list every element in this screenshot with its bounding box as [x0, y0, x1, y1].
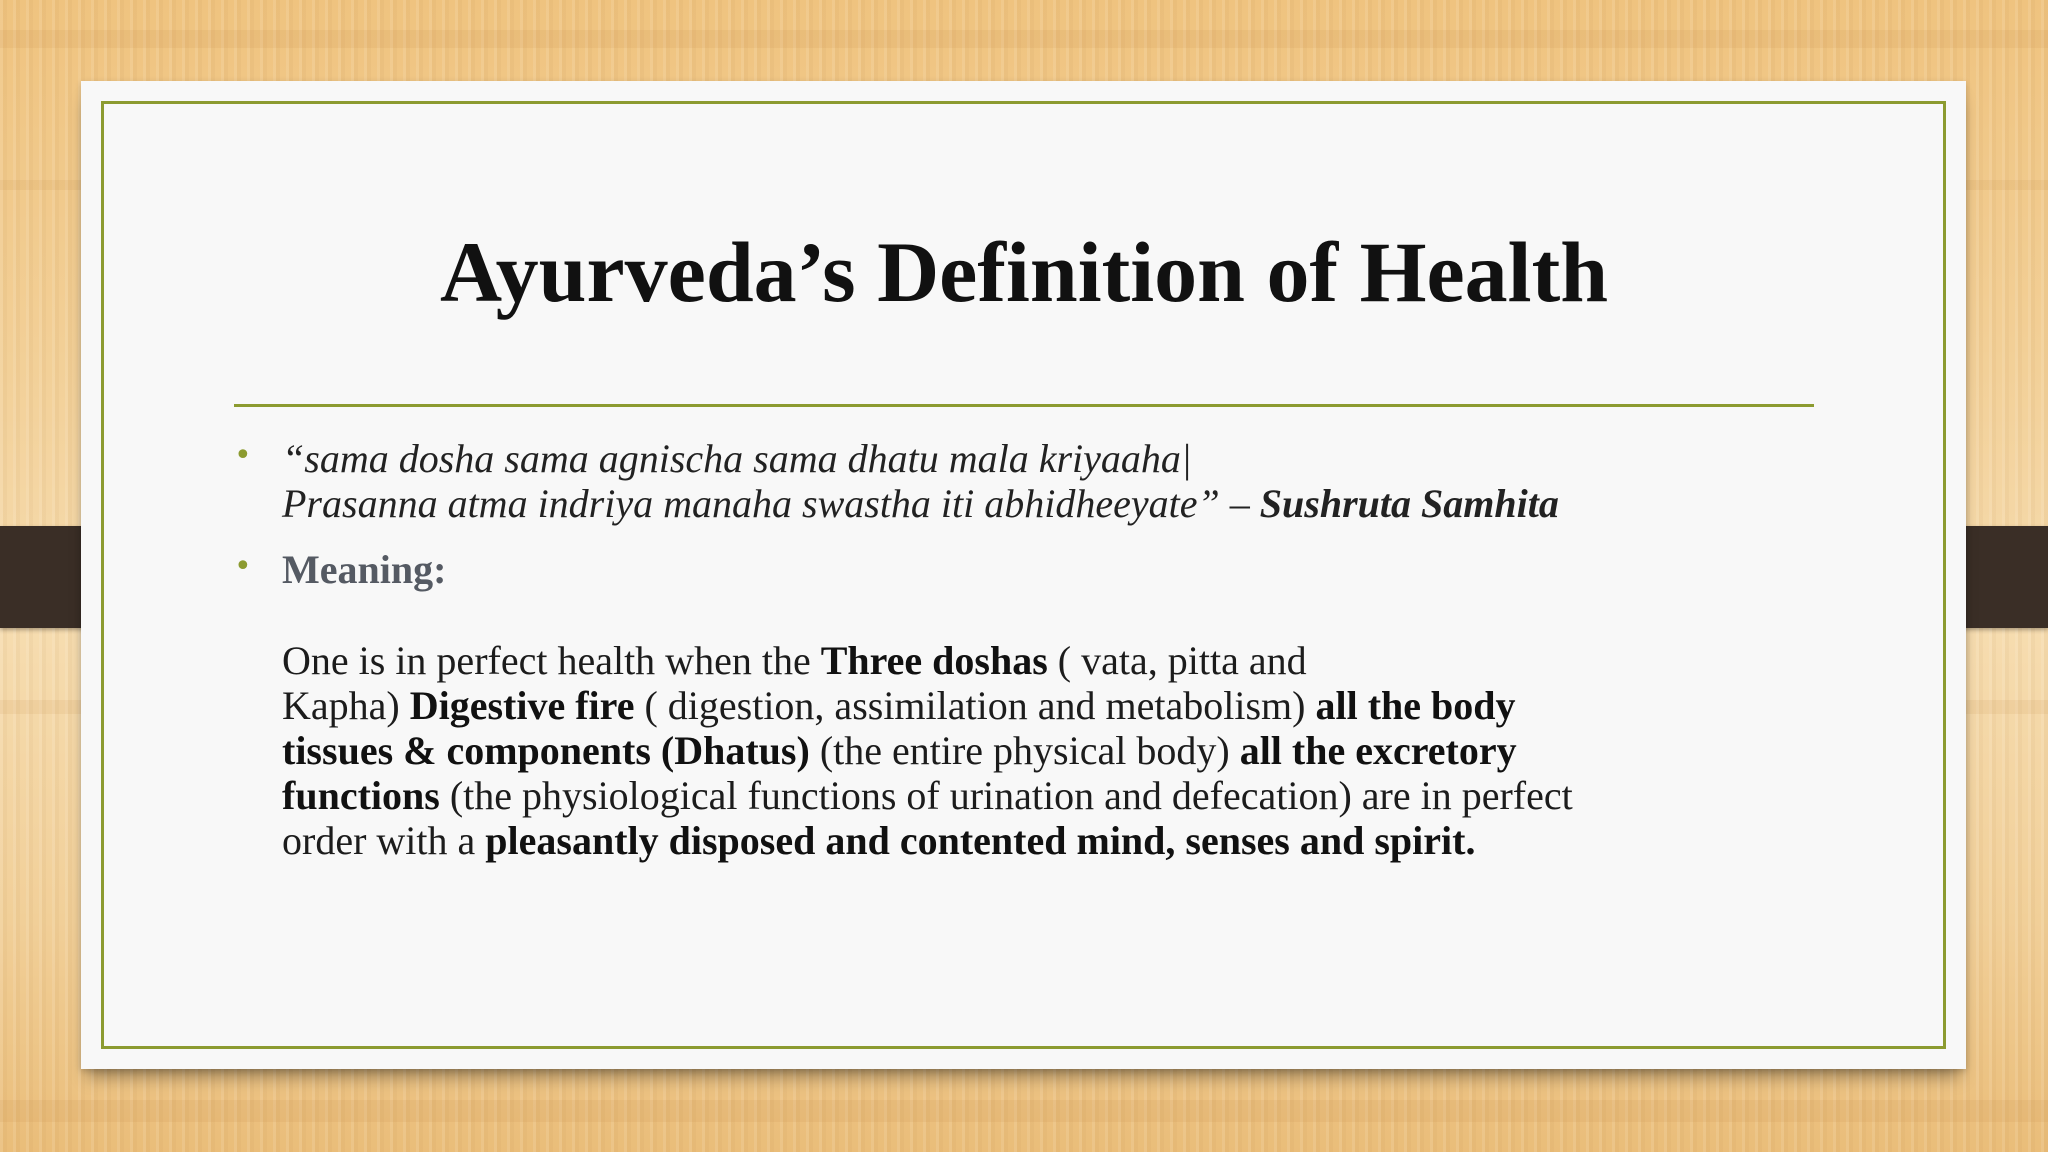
paragraph-line-2 — [282, 683, 1842, 728]
quote-line-2 — [282, 481, 1842, 526]
text-run: Kapha) — [282, 683, 410, 728]
text-run-bold: pleasantly disposed and contented mind, senses and spirit. — [485, 818, 1476, 863]
sanskrit-quote — [282, 436, 1842, 526]
title-divider — [234, 404, 1814, 407]
text-run-bold: all the excretory — [1239, 728, 1517, 773]
meaning-label: Meaning: — [282, 547, 447, 592]
text-run-bold: tissues & components (Dhatus) — [282, 728, 810, 773]
text-run-bold: Digestive fire — [409, 683, 635, 728]
quote-source: Sushruta Samhita — [1259, 481, 1559, 526]
wood-streak — [0, 30, 2048, 48]
text-run-bold: Three doshas — [820, 638, 1048, 683]
slide-title: Ayurveda’s Definition of Health — [439, 224, 1609, 320]
text-run: One is in perfect health when the — [282, 638, 821, 683]
text-run: (the physiological functions of urination and defecation) are in perfect — [439, 773, 1573, 818]
paragraph-line-5 — [282, 818, 1842, 863]
wood-streak — [0, 1100, 2048, 1122]
bullet-icon: • — [234, 438, 252, 473]
text-run: (the entire physical body) — [809, 728, 1240, 773]
bullet-icon: • — [234, 549, 252, 584]
meaning-paragraph — [282, 638, 1842, 863]
quote-dash: – — [1219, 481, 1260, 526]
text-run: ( vata, pitta and — [1047, 638, 1307, 683]
quote-line-2-text: Prasanna atma indriya manaha swastha iti abhidheeyate” — [282, 481, 1220, 526]
paragraph-line-1 — [282, 638, 1842, 683]
quote-line-1: “sama dosha sama agnischa sama dhatu mala kriyaaha| — [282, 436, 1192, 481]
text-run: order with a — [282, 818, 486, 863]
text-run-bold: all the body — [1315, 683, 1516, 728]
paragraph-line-4 — [282, 773, 1842, 818]
text-run: ( digestion, assimilation and metabolism) — [634, 683, 1316, 728]
paragraph-line-3 — [282, 728, 1842, 773]
text-run-bold: functions — [282, 773, 440, 818]
